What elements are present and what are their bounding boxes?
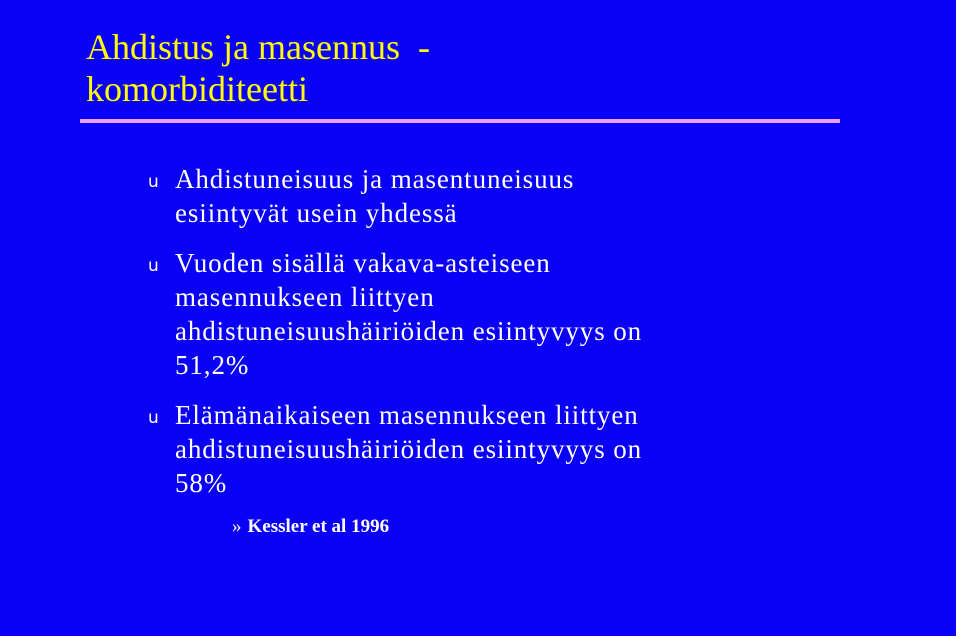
citation-sub-bullet bbox=[232, 515, 389, 539]
bullet-marker: u bbox=[148, 408, 160, 428]
bullet-line: ahdistuneisuushäiriöiden esiintyvyys on bbox=[175, 434, 643, 464]
bullet-marker: u bbox=[148, 256, 160, 276]
bullet-line: Ahdistuneisuus ja masentuneisuus bbox=[175, 164, 575, 194]
bullet-line: esiintyvät usein yhdessä bbox=[175, 198, 458, 228]
bullet-line: 58% bbox=[175, 468, 228, 498]
bullet-line: ahdistuneisuushäiriöiden esiintyvyys on bbox=[175, 316, 643, 346]
bullet-line: Vuoden sisällä vakava-asteiseen bbox=[175, 248, 551, 278]
bullet-item bbox=[148, 398, 908, 500]
title-line: Ahdistus ja masennus - bbox=[86, 27, 430, 67]
title-divider bbox=[80, 119, 840, 123]
bullet-line: 51,2% bbox=[175, 350, 250, 380]
bullet-item bbox=[148, 246, 908, 382]
bullet-list bbox=[148, 162, 908, 516]
bullet-text bbox=[175, 162, 908, 230]
sub-bullet-marker: » bbox=[232, 516, 242, 537]
citation-text: Kessler et al 1996 bbox=[247, 516, 390, 537]
bullet-marker: u bbox=[148, 172, 160, 192]
bullet-text bbox=[175, 246, 908, 382]
bullet-line: Elämänaikaiseen masennukseen liittyen bbox=[175, 400, 639, 430]
bullet-line: masennukseen liittyen bbox=[175, 282, 435, 312]
slide-title bbox=[86, 26, 430, 110]
title-line: komorbiditeetti bbox=[86, 69, 308, 109]
bullet-item bbox=[148, 162, 908, 230]
bullet-text bbox=[175, 398, 908, 500]
